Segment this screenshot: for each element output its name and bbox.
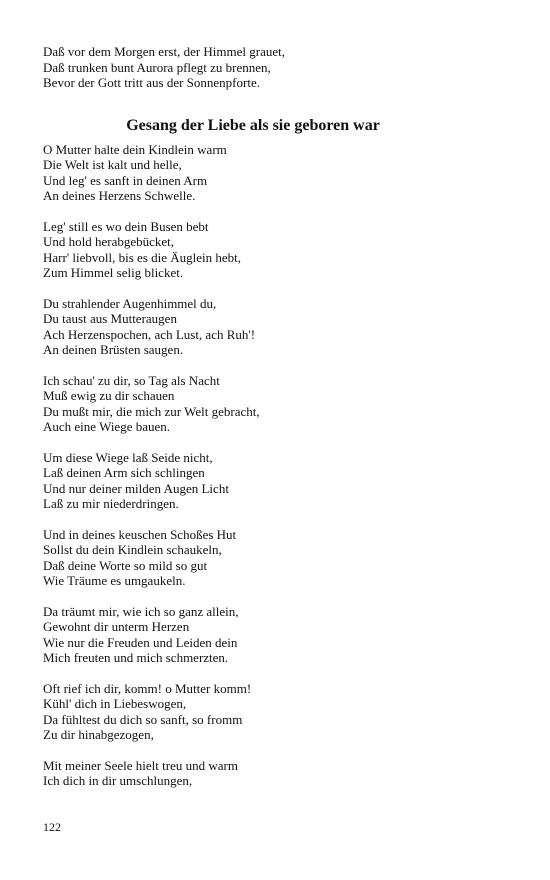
text-line: Laß zu mir niederdringen. <box>43 496 179 511</box>
text-line: Leg' still es wo dein Busen bebt <box>43 218 209 234</box>
text-line: Da träumt mir, wie ich so ganz allein, <box>43 603 239 619</box>
text-line: Wie nur die Freuden und Leiden dein <box>43 634 238 650</box>
text-line: Zum Himmel selig blicket. <box>43 265 184 280</box>
text-line: Du mußt mir, die mich zur Welt gebracht, <box>43 403 260 419</box>
text-line: Mich freuten und mich schmerzten. <box>43 650 229 665</box>
text-line: Daß trunken bunt Aurora pflegt zu brennen, <box>43 59 271 75</box>
poem-stanza-1 <box>43 142 483 204</box>
text-line: Kühl' dich in Liebeswogen, <box>43 696 187 711</box>
poem-stanza-6 <box>43 527 483 589</box>
text-line: Wie Träume es umgaukeln. <box>43 573 186 588</box>
poem-title: Gesang der Liebe als sie geboren war <box>126 116 380 134</box>
document-page <box>43 44 483 804</box>
poem-stanza-5 <box>43 450 483 512</box>
text-line: An deinen Brüsten saugen. <box>43 342 184 357</box>
poem-stanza-3 <box>43 296 483 358</box>
text-line: Da fühltest du dich so sanft, so fromm <box>43 711 243 727</box>
text-line: Daß vor dem Morgen erst, der Himmel grauet, <box>43 44 285 59</box>
text-line: An deines Herzens Schwelle. <box>43 188 196 203</box>
text-line: Um diese Wiege laß Seide nicht, <box>43 449 213 465</box>
text-line: Muß ewig zu dir schauen <box>43 388 175 403</box>
text-line: Gewohnt dir unterm Herzen <box>43 619 190 634</box>
poem-stanza-9 <box>43 758 483 789</box>
text-line: Sollst du dein Kindlein schaukeln, <box>43 542 222 557</box>
text-line: Bevor der Gott tritt aus der Sonnenpforte. <box>43 75 260 90</box>
text-line: Mit meiner Seele hielt treu und warm <box>43 757 238 773</box>
text-line: Und in deines keuschen Schoßes Hut <box>43 526 237 542</box>
poem-stanza-7 <box>43 604 483 666</box>
poem-stanza-2 <box>43 219 483 281</box>
text-line: Laß deinen Arm sich schlingen <box>43 465 205 480</box>
text-line: Du strahlender Augenhimmel du, <box>43 295 217 311</box>
intro-stanza <box>43 44 483 91</box>
text-line: Zu dir hinabgezogen, <box>43 727 154 742</box>
text-line: Ich dich in dir umschlungen, <box>43 773 193 788</box>
text-line: Und nur deiner milden Augen Licht <box>43 480 229 496</box>
text-line: Die Welt ist kalt und helle, <box>43 157 182 172</box>
text-line: Ach Herzenspochen, ach Lust, ach Ruh'! <box>43 326 256 342</box>
text-line: Ich schau' zu dir, so Tag als Nacht <box>43 372 220 388</box>
text-line: Und hold herabgebücket, <box>43 234 175 249</box>
text-line: Und leg' es sanft in deinen Arm <box>43 172 208 188</box>
text-line: Du taust aus Mutteraugen <box>43 311 177 326</box>
poem-stanza-4 <box>43 373 483 435</box>
page-number: 122 <box>43 820 61 834</box>
text-line: O Mutter halte dein Kindlein warm <box>43 141 227 157</box>
text-line: Auch eine Wiege bauen. <box>43 419 171 434</box>
text-line: Oft rief ich dir, komm! o Mutter komm! <box>43 680 252 696</box>
text-line: Daß deine Worte so mild so gut <box>43 557 208 573</box>
poem-stanza-8 <box>43 681 483 743</box>
text-line: Harr' liebvoll, bis es die Äuglein hebt, <box>43 249 242 265</box>
